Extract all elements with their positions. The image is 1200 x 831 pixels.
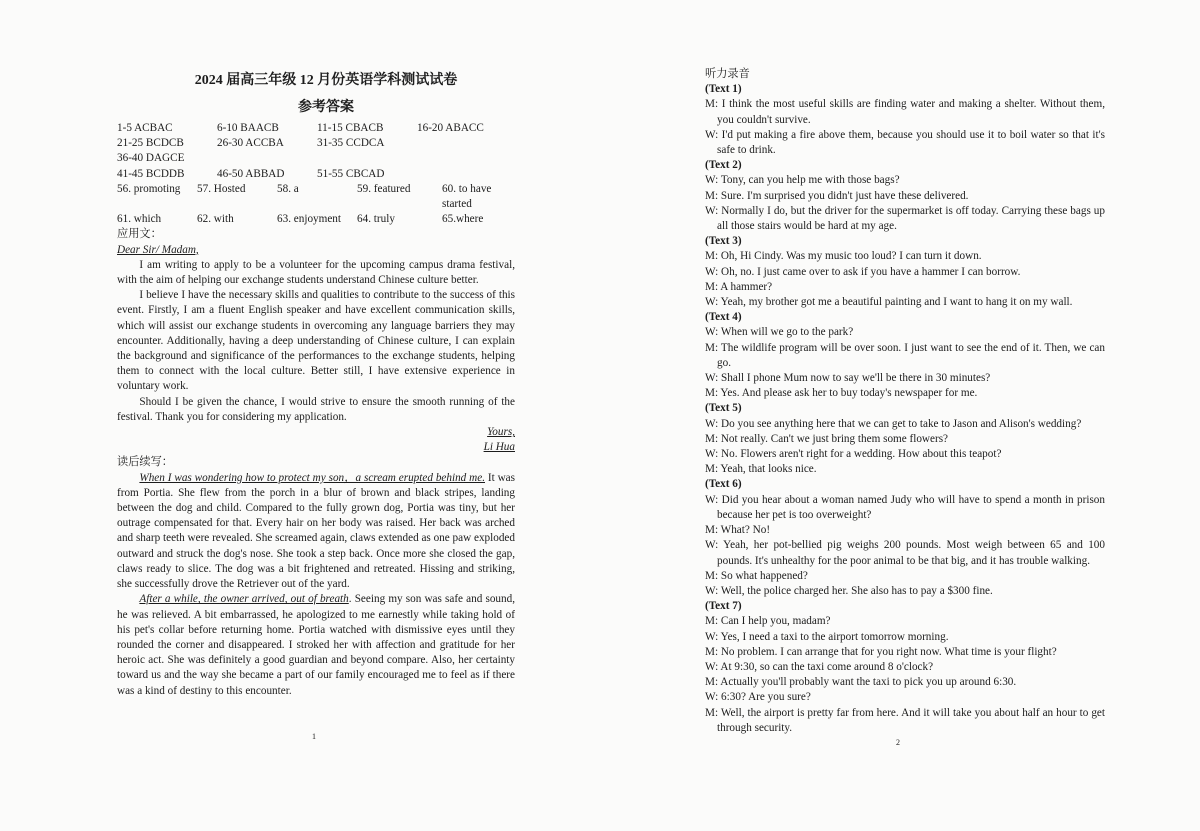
fill-answer: 57. Hosted [197, 182, 246, 195]
dialogue-line: W: At 9:30, so can the taxi come around 8 o'clock? [705, 660, 934, 673]
answer-row [117, 151, 515, 166]
dialogue-line: W: Yeah, her pot-bellied pig weighs 200 pounds. Most weigh between 65 and 100 pounds. It's unhealthy for the poor animal to be that big, and it has trouble walking. [705, 539, 1105, 567]
text-label: (Text 6) [705, 478, 742, 491]
dialogue-line: M: I think the most useful skills are finding water and making a shelter. Without them, you couldn't survive. [705, 98, 1105, 126]
fill-answer: 62. with [197, 213, 234, 226]
dialogue-line: M: Oh, Hi Cindy. Was my music too loud? I can turn it down. [705, 250, 982, 263]
signature [117, 440, 515, 455]
fill-in-answers [117, 182, 515, 228]
fill-answer: 63. enjoyment [277, 213, 342, 226]
answer-cell [417, 167, 515, 182]
dialogue-line: W: Did you hear about a woman named Judy who will have to spend a month in prison because her pet is too overweight? [705, 493, 1105, 521]
text-label: (Text 1) [705, 83, 742, 96]
page-number: 1 [312, 732, 316, 741]
writing-label: 应用文： [117, 228, 162, 241]
answer-cell: 1-5 ACBAC [117, 122, 173, 134]
fill-row [117, 182, 515, 212]
dialogue-line: W: Yes, I need a taxi to the airport tomorrow morning. [705, 630, 949, 643]
answer-key-page [117, 70, 515, 699]
dialogue-line: M: Well, the airport is pretty far from here. And it will take you about half an hour to get through security. [705, 706, 1105, 734]
dialogue-line: M: Actually you'll probably want the taxi to pick you up around 6:30. [705, 676, 1017, 689]
dialogue-line: M: No problem. I can arrange that for you right now. What time is your flight? [705, 645, 1057, 658]
answer-cell: 26-30 ACCBA [217, 137, 284, 150]
dialogue-line: M: Not really. Can't we just bring them some flowers? [705, 432, 949, 445]
page-number: 2 [896, 738, 900, 747]
fill-answer: 65.where [442, 213, 484, 226]
dialogue-line: M: Yeah, that looks nice. [705, 463, 817, 476]
letter-paragraph: Should I be given the chance, I would strive to ensure the smooth running of the festival. Thank you for considering my application. [117, 395, 515, 423]
dialogue-line: M: Sure. I'm surprised you didn't just have these delivered. [705, 189, 969, 202]
answer-cell: 6-10 BAACB [217, 122, 279, 134]
fill-answer: 60. to have started [442, 182, 492, 211]
answer-cell: 46-50 ABBAD [217, 167, 285, 180]
answer-cell: 16-20 ABACC [417, 122, 484, 134]
story-paragraph [117, 592, 515, 698]
dialogue-line: W: Tony, can you help me with those bags? [705, 174, 900, 187]
dialogue-line: M: A hammer? [705, 280, 773, 293]
dialogue-line: W: No. Flowers aren't right for a wedding. How about this teapot? [705, 448, 1002, 461]
dialogue-line: W: Normally I do, but the driver for the supermarket is off today. Carrying these bags up all those stairs would be hard at my age. [705, 204, 1105, 233]
dialogue-line: W: Shall I phone Mum now to say we'll be there in 30 minutes? [705, 372, 991, 385]
dialogue-line: W: I'd put making a fire above them, because you should use it to boil water so that it's safe to drink. [705, 128, 1105, 157]
dialogue-line: M: Can I help you, madam? [705, 615, 831, 628]
fill-answer: 56. promoting [117, 182, 181, 195]
answer-cell: 31-35 CCDCA [317, 137, 385, 150]
text-label: (Text 4) [705, 311, 742, 324]
fill-row [117, 212, 515, 227]
answer-cell [317, 151, 417, 166]
story-lead-sentence: When I was wondering how to protect my son，a scream erupted behind me. [139, 471, 485, 484]
text-label: (Text 3) [705, 235, 742, 248]
story-text: It was from Portia. She flew from the porch in a blur of brown and black stripes, landing between the dog and child. Compared to the fully grown dog, Portia was tiny, but her outrage compensated for that. Every hair on her body was raised. Her back was arched and sharp teeth were revealed. She screamed again, claws extended as one paw exploded outward and struck the dog's nose. She took a step back. Once more she closed the gap, claws ready to slice. The dog was a bit frightened and retreated. Hissing and striking, she successfully drove the Retriever out of the yard. [117, 471, 515, 591]
text-label: (Text 5) [705, 402, 742, 415]
story-text: . Seeing my son was safe and sound, he was relieved. A bit embarrassed, he apologized to me earnestly while taking hold of his pet's collar before returning home. Portia watched with dismissive eyes until they rounded the corner and disappeared. I stroked her with affection and gratitude for her heroic act. She was definitely a good guardian and beyond compare. Also, her certainty toward us and the way she became a part of our family encouraged me to feel as if there was a kind of destiny to this encounter. [117, 593, 515, 697]
answer-row [117, 136, 515, 151]
story-paragraph [117, 471, 515, 593]
exam-title: 2024 届高三年级 12 月份英语学科测试试卷 [194, 73, 458, 88]
letter-body [117, 258, 515, 425]
listening-texts [705, 82, 1105, 736]
dialogue-line: M: The wildlife program will be over soon. I just want to see the end of it. Then, we can go. [705, 341, 1105, 369]
text-label: (Text 2) [705, 159, 742, 172]
fill-answer: 58. a [277, 182, 299, 195]
answer-cell: 21-25 BCDCB [117, 137, 184, 150]
answer-cell [417, 136, 515, 151]
salutation: Dear Sir/ Madam, [117, 243, 199, 256]
dialogue-line: M: So what happened? [705, 569, 808, 582]
answer-grid [117, 121, 515, 182]
continuation-label: 读后续写： [117, 456, 173, 469]
dialogue-line: W: Do you see anything here that we can get to take to Jason and Alison's wedding? [705, 417, 1082, 430]
dialogue-line: M: Yes. And please ask her to buy today's newspaper for me. [705, 387, 978, 400]
answer-cell: 41-45 BCDDB [117, 167, 185, 180]
signature-text: Li Hua [483, 441, 515, 454]
closing [117, 425, 515, 440]
answer-key-heading: 参考答案 [298, 100, 354, 115]
closing-text: Yours, [487, 426, 515, 439]
story-lead-sentence: After a while, the owner arrived, out of breath [139, 593, 349, 606]
dialogue-line: W: When will we go to the park? [705, 326, 854, 339]
story-body [117, 471, 515, 699]
answer-cell: 11-15 CBACB [317, 122, 384, 134]
answer-row [117, 121, 515, 136]
letter-paragraph: I am writing to apply to be a volunteer for the upcoming campus drama festival, with the aim of helping our exchange students understand Chinese culture better. [117, 258, 515, 287]
answer-cell: 36-40 DAGCE [117, 152, 185, 165]
fill-answer: 61. which [117, 213, 162, 226]
answer-cell: 51-55 CBCAD [317, 167, 385, 180]
fill-answer: 59. featured [357, 182, 411, 195]
listening-script-page [705, 67, 1105, 736]
listening-heading: 听力录音 [705, 68, 750, 80]
text-label: (Text 7) [705, 600, 742, 613]
dialogue-line: W: 6:30? Are you sure? [705, 691, 811, 704]
answer-cell [417, 151, 515, 166]
dialogue-line: W: Oh, no. I just came over to ask if you have a hammer I can borrow. [705, 265, 1021, 278]
letter-paragraph: I believe I have the necessary skills and qualities to contribute to the success of this event. Firstly, I am a fluent English speaker and have excellent communication skills, which will assist our exchange students in overcoming any language barriers they may encounter. Additionally, having a deep understanding of Chinese culture, I can explain the background and significance of the performances to the exchange students, helping them to connect with the local culture. Better still, I have extensive experience in voluntary work. [117, 289, 515, 393]
dialogue-line: W: Yeah, my brother got me a beautiful painting and I want to hang it on my wall. [705, 296, 1073, 309]
answer-row [117, 167, 515, 182]
dialogue-line: M: What? No! [705, 524, 771, 537]
dialogue-line: W: Well, the police charged her. She also has to pay a $300 fine. [705, 584, 993, 597]
fill-answer: 64. truly [357, 213, 395, 226]
answer-cell [217, 151, 317, 166]
